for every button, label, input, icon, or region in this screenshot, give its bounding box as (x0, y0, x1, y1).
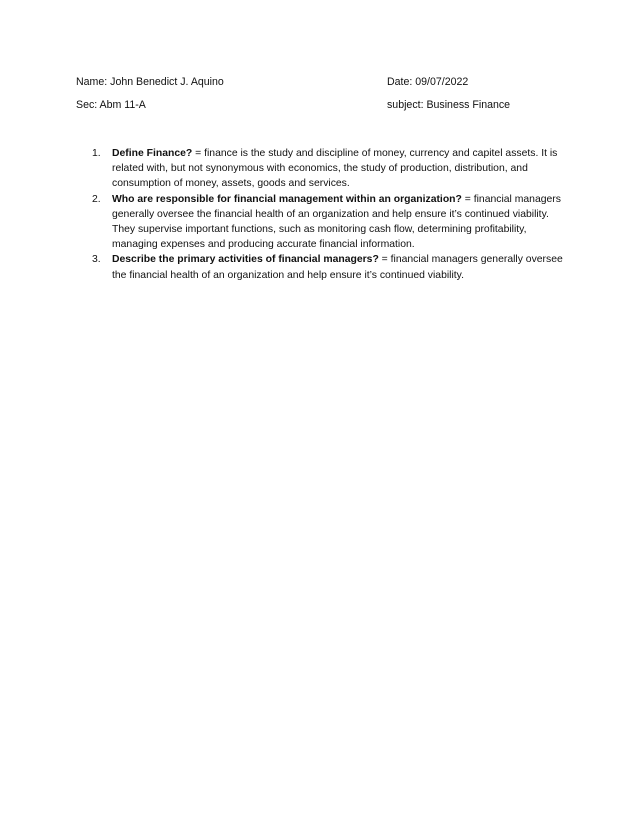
date: Date: 09/07/2022 (387, 76, 469, 88)
question-text (112, 252, 572, 282)
question-title: Who are responsible for financial management within an organization? (112, 193, 462, 205)
question-item (92, 146, 572, 192)
question-answer: = finance is the study and discipline of money, currency and capitel assets. It is related with, but not synonymous with economics, the study of production, distribution, and consumption of money, assets, goods and services. (112, 148, 558, 190)
question-answer: = financial managers generally oversee the financial health of an organization and help ensure it’s continued viability. (112, 254, 563, 281)
question-number: 1. (92, 148, 101, 159)
subject: subject: Business Finance (387, 99, 511, 111)
question-item (92, 252, 572, 282)
student-name: Name: John Benedict J. Aquino (76, 76, 224, 88)
question-answer: = financial managers generally oversee the financial health of an organization and help ensure it’s continued viability. They supervise important functions, such as monitoring cash flow, determining profitability, managing expenses and producing accurate financial information. (112, 193, 561, 251)
question-title: Describe the primary activities of financial managers? (112, 254, 379, 266)
question-number: 3. (92, 254, 101, 266)
question-list (92, 146, 572, 283)
question-text (112, 146, 572, 192)
question-title: Define Finance? (112, 148, 193, 159)
question-number: 2. (92, 193, 101, 205)
question-text (112, 192, 572, 253)
question-item (92, 192, 572, 253)
section: Sec: Abm 11-A (76, 99, 146, 111)
